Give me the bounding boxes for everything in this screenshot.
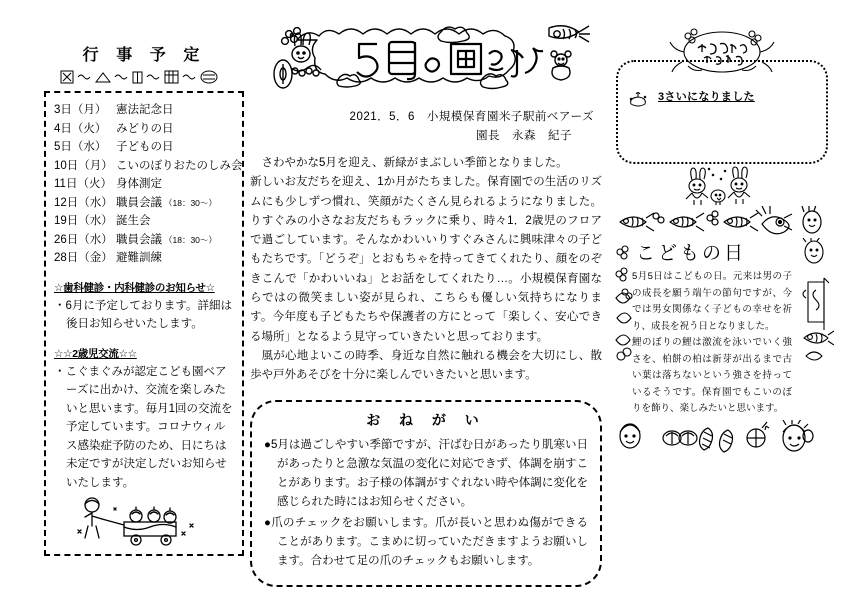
event-name: 職員会議 [116, 233, 162, 246]
paragraph: 風が心地よいこの時季、身近な自然に触れる機会を大切にし、散歩や戸外あそびを十分に楽しんでいきたいと思います。 [250, 349, 602, 382]
koinobori-row [616, 206, 828, 236]
exchange-body [54, 363, 236, 493]
event-time: （18：30～） [164, 234, 217, 245]
event-day: 28日（金） [54, 252, 113, 264]
birthday-cake-icon [628, 92, 648, 113]
event-name: 憲法記念日 [116, 104, 174, 116]
events-heading: 行 事 予 定 [82, 45, 206, 64]
childrens-day-title: こどもの日 [636, 242, 747, 264]
event-day: 5日（水） [54, 141, 107, 153]
dental-checkup-text: ・6月に予定しております。詳細は後日お知らせいたします。 [54, 299, 232, 330]
childrens-day-text [632, 269, 792, 418]
event-name: 身体測定 [116, 178, 162, 190]
wagon-illustration [54, 496, 236, 548]
principal-signature: 園長 永森 紀子 [476, 130, 572, 142]
dental-checkup-body [54, 297, 236, 334]
list-item [54, 212, 236, 231]
event-name: 職員会議 [116, 196, 162, 209]
list-item [54, 138, 236, 157]
onegai-title: お ね が い [366, 412, 486, 429]
paragraph: さわやかな5月を迎え、新緑がまぶしい季節となりました。 [261, 157, 568, 169]
event-day: 4日（火） [54, 122, 107, 135]
child-pulling-wagon-icon [70, 496, 220, 546]
event-day: 12日（水） [54, 196, 113, 209]
main-column [250, 18, 602, 587]
list-item [54, 101, 236, 120]
event-name: 誕生会 [116, 215, 151, 227]
list-item [54, 194, 236, 213]
event-name: 子どもの日 [116, 141, 174, 153]
exchange-heading: ☆☆2歳児交流☆☆ [54, 347, 137, 360]
rabbits-illustration [616, 166, 828, 206]
event-name: こいのぼりおたのしみ会 [116, 159, 243, 172]
events-box [44, 91, 244, 556]
birthday-banner-icon [662, 22, 782, 78]
right-kabuto-and-sword-decorations-icon [798, 238, 834, 368]
exchange-text: ・こぐまぐみが認定こども園ベアーズに出かけ、交流を楽しみたいと思います。毎月1回の交流を予定しています。コロナウィルス感染症予防のため、日にちは未定ですが決定しだいお知らせいたします。 [54, 365, 233, 489]
greeting-body [250, 154, 602, 386]
events-decoration-row [44, 69, 244, 85]
event-day: 19日（水） [54, 215, 113, 227]
cake-icon-svg [628, 92, 648, 108]
dateline-block [250, 108, 602, 146]
kashiwamochi-chimaki-and-children-icon [616, 420, 826, 460]
events-column [44, 42, 244, 556]
event-day: 11日（火） [54, 178, 112, 190]
birthday-column [616, 22, 828, 460]
dental-checkup-heading: ☆歯科健診・内科健診のお知らせ☆ [54, 281, 215, 294]
onegai-item: ●5月は過ごしやすい季節ですが、汗ばむ日があったり肌寒い日があったりと急激な気温の変化に対応できず、体調を崩すことがあります。お子様の体調がすぐれない時や体調に変化を感じられた時にはお知らせください。 [264, 438, 588, 509]
birthday-age-label: 3さいになりました [658, 91, 755, 103]
paragraph: 鯉のぼりの鯉は激流を泳いでいく強さを、柏餅の柏は新芽が出るまで古い葉は落ちないという強さを持っているそうです。保育園でもこいのぼりを飾り、楽しみたいと思います。 [632, 337, 792, 414]
event-time: （18：30～） [164, 197, 217, 208]
list-item [54, 175, 236, 194]
birthday-banner [616, 22, 828, 78]
events-list [54, 101, 243, 268]
list-item [54, 157, 243, 176]
onegai-box [250, 400, 602, 587]
event-day: 3日（月） [54, 104, 107, 116]
title-banner [250, 18, 602, 100]
paragraph: 5月5日はこどもの日。元来は男の子の成長を願う端午の節句ですが、今では男女関係なく子どもの幸せを祈り、成長を祝う日となりました。 [632, 271, 792, 332]
event-day: 10日（月） [54, 159, 113, 172]
paragraph: 新しいお友だちを迎え、1か月がたちました。保育園での生活のリズムにも少しずつ慣れ、笑顔がたくさん見られるようになりました。りすぐみの小さなお友だちもラックに乗り、時々1．2歳児のフロアで過ごしています。そんなかわいいりすぐみさんに興味津々の子どもたちです。「どうぞ」とおもちゃを持ってきてくれたり、顔をのぞきこんで「かわいいね」とお話をしてくれたり…。小規模保育園ならではの微笑ましい姿が見られ、こちらも優しい気持ちになります。今年度も子どもたちや保護者の方にとって「楽しく、安心できる場所」となるよう見守っていきたいと思っております。 [250, 176, 602, 343]
decoration-icons-svg [59, 69, 229, 85]
left-flower-decorations-icon [612, 244, 634, 364]
list-item [54, 231, 236, 250]
bottom-illustration-row [616, 420, 828, 460]
event-name: みどりの日 [116, 122, 174, 135]
event-name: 避難訓練 [116, 252, 162, 264]
carp-streamers-icon [616, 206, 826, 238]
event-day: 26日（水） [54, 233, 113, 246]
onegai-item: ●爪のチェックをお願いします。爪が長いと思わぬ傷ができることがあります。こまめに切っていただきますようお願いします。合わせて足の爪のチェックもお願いします。 [264, 516, 588, 568]
issue-date: 2021．5．6 小規模保育園米子駅前ベアーズ [349, 111, 594, 123]
childrens-day-section [616, 238, 828, 418]
two-rabbits-and-chick-icon [672, 166, 772, 206]
list-item [54, 120, 236, 139]
list-item [54, 249, 236, 268]
may-newsletter-title-svg [261, 18, 591, 102]
